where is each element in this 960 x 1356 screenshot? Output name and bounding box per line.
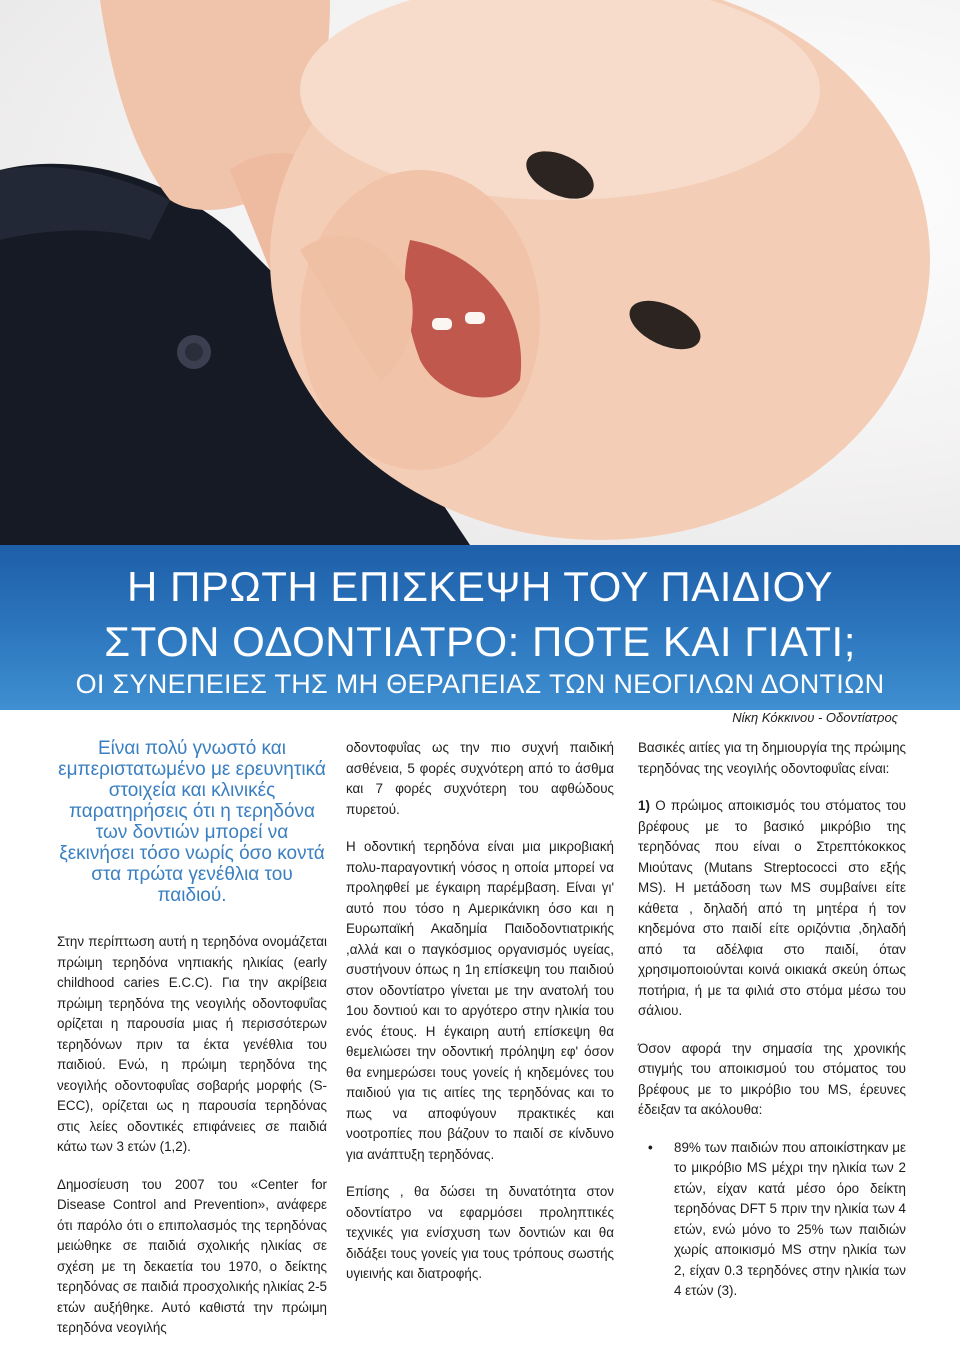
paragraph: Η οδοντική τερηδόνα είναι μια μικροβιακή πολυ-παραγοντική νόσος η οποία μπορεί να προληφθεί με έγκαιρη παρέμβαση. Είναι γι' αυτό που τόσο η Αμερικάνικη όσο και η Ευρωπαϊκή Ακαδημία Παιδοδοντιατρικής ,αλλά και ο παγκόσμιος οργανισμός υγείας, συστήνουν όπως η 1η επίσκεψη του παιδιού στον οδοντίατρο γίνεται με την ανατολή του 1ου δοντιού και το αργότερο στην ηλικία του ενός έτους. Η έγκαιρη αυτή επίσκεψη θα θεμελιώσει την οδοντική πρόληψη εφ' όσον θα ενημερώσει τους γονείς ή κηδεμόνες του παιδιού για τις αιτίες της τερηδόνας και το πως να αποφύγουν πρακτικές και νοοτροπίες που βάζουν το παιδί σε κίνδυνο για ανάπτυξη τερηδόνας.: [346, 839, 614, 1162]
paragraph: Δημοσίευση του 2007 του «Center for Disease Control and Prevention», ανάφερε ότι παρόλο ότι ο επιπολασμός της τερηδόνας μειώθηκε σε παιδιά σχολικής ηλικίας σε σχέση με τη δεκαετία του 1970, ο δείκτης τερηδόνας σε παιδιά προσχολικής ηλικίας 2-5 ετών αυξήθηκε. Αυτό καθιστά την πρώιμη τερηδόνα νεογιλής: [57, 1176, 327, 1335]
column-1: [57, 738, 327, 1356]
bullet-text: 89% των παιδιών που αποικίστηκαν με το μικρόβιο MS μέχρι την ηλικία των 2 ετών, είχαν κατά μέσο όρο δείκτη τερηδόνας DFT 5 πριν την ηλικία των 4 ετών, ενώ μόνο το 25% των παιδιών χωρίς αποικισμό MS στην ηλικία των 2, είχαν 0.3 τερηδόνες στην ηλικία των 4 ετών (3).: [674, 1139, 906, 1298]
title-band: [0, 545, 960, 710]
paragraph: [638, 796, 906, 1022]
paragraph: Επίσης , θα δώσει τη δυνατότητα στον οδοντίατρο να εφαρμόσει προληπτικές τεχνικές για ενίσχυση των δοντιών και θα διδάξει τους γονείς για τους τρόπους σωστής υγιεινής και διατροφής.: [346, 1184, 614, 1281]
bullet-marker: •: [648, 1139, 653, 1155]
title-line-2: ΣΤΟΝ ΟΔΟΝΤΙΑΤΡΟ: ΠΟΤΕ ΚΑΙ ΓΙΑΤΙ;: [104, 618, 856, 665]
hero-photo: [0, 0, 960, 545]
title-line-1: Η ΠΡΩΤΗ ΕΠΙΣΚΕΨΗ ΤΟΥ ΠΑΙΔΙΟΥ: [127, 563, 833, 610]
author-byline: Νίκη Κόκκινου - Οδοντίατρος: [732, 710, 898, 725]
paragraph: οδοντοφυΐας ως την πιο συχνή παιδική ασθένεια, 5 φορές συχνότερη από το άσθμα και 7 φορές συχνότερη του αφθώδους πυρετού.: [346, 740, 614, 817]
paragraph: Όσον αφορά την σημασία της χρονικής στιγμής του αποικισμού του στόματος του βρέφους με το μικρόβιο του MS, έρευνες έδειξαν τα ακόλουθα:: [638, 1040, 906, 1117]
bullet-item: [638, 1138, 906, 1302]
column-2: [346, 738, 614, 1302]
paragraph: Στην περίπτωση αυτή η τερηδόνα ονομάζεται πρώιμη τερηδόνα νηπιακής ηλικίας (early childhood caries E.C.C). Για την ακρίβεια πρώιμη τερηδόνα της νεογιλής οδοντοφυΐας ορίζεται η παρουσία μιας ή περισσότερων τερηδόνων πριν τα έκτα γενέθλια του παιδιού. Ενώ, η πρώιμη τερηδόνα της νεογιλής οδοντοφυΐας σοβαρής μορφής (S-ECC), ορίζεται ως η παρουσία τερηδόνας στις λείες οδοντικές επιφάνειες σε παιδιά κάτω των 3 ετών (1,2).: [57, 934, 327, 1154]
list-number: 1): [638, 798, 650, 813]
column-3: [638, 738, 906, 1302]
subtitle: ΟΙ ΣΥΝΕΠΕΙΕΣ ΤΗΣ ΜΗ ΘΕΡΑΠΕΙΑΣ ΤΩΝ ΝΕΟΓΙΛΩΝ ΔΟΝΤΙΩΝ: [75, 669, 885, 699]
lead-paragraph: Είναι πολύ γνωστό και εμπεριστατωμένο με ερευνητικά στοιχεία και κλινικές παρατηρήσεις ότι η τερηδόνα των δοντιών μπορεί να ξεκινήσει τόσο νωρίς όσο κοντά στα πρώτα γενέθλια του παιδιού.: [58, 738, 326, 906]
baby-illustration: [0, 0, 960, 545]
paragraph: Βασικές αιτίες για τη δημιουργία της πρώιμης τερηδόνας της νεογιλής οδοντοφυΐας είναι:: [638, 740, 906, 776]
paragraph-text: Ο πρώιμος αποικισμός του στόματος του βρέφους με το βασικό μικρόβιο της τερηδόνας που είναι ο Στρεπτόκοκκος Μιούτανς (Mutans Streptococci στο εξής MS). Η μετάδοση των MS συμβαίνει είτε κάθετα , δηλαδή από τη μητέρα ή τον κηδεμόνα στο παιδί είτε οριζόντια ,δηλαδή από τα αδέλφια στο παιδί, όταν χρησιμοποιούνται κοινά οικιακά σκεύη όπως ποτήρια, ή με τα φιλιά στο στόμα μέσω του σάλιου.: [638, 798, 906, 1018]
